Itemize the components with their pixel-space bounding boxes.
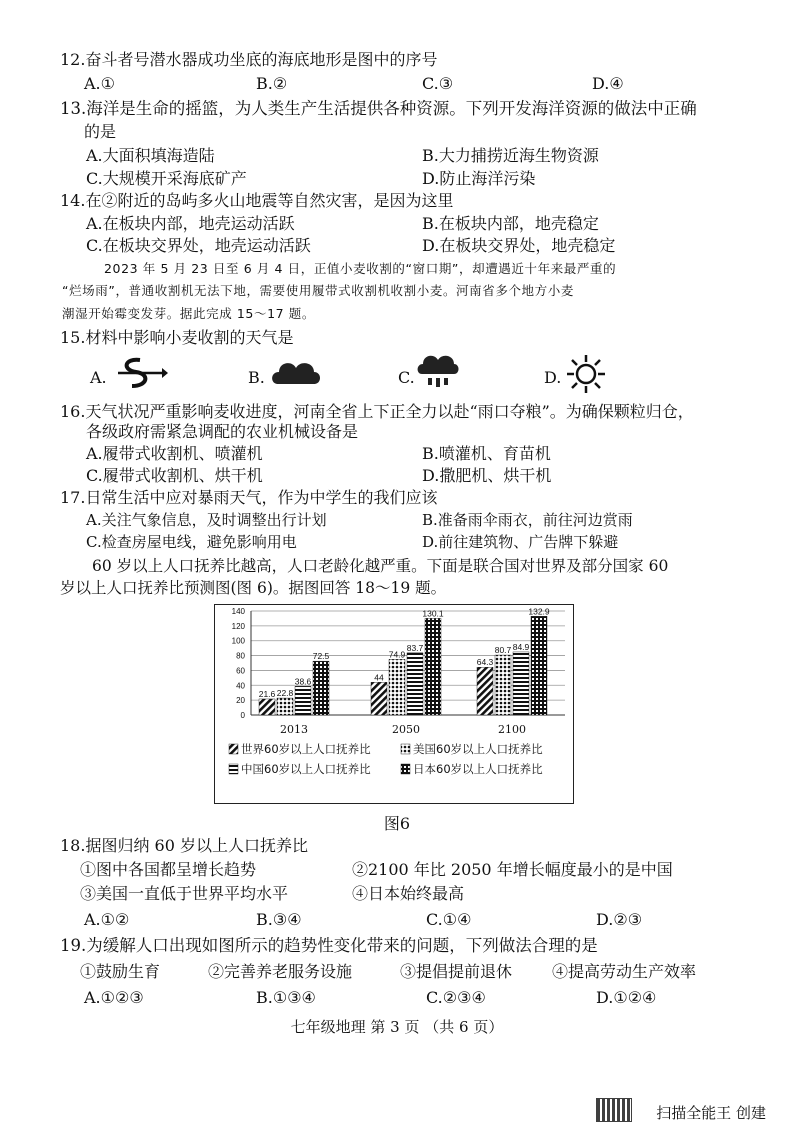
q17-option-b[interactable]: B.准备雨伞雨衣，前往河边赏雨 [422, 511, 633, 529]
x-tick-label: 2013 [280, 723, 308, 736]
q15-stem: 15.材料中影响小麦收割的天气是 [60, 328, 294, 347]
bar [477, 667, 493, 715]
q19-option-c[interactable]: C.②③④ [426, 988, 486, 1007]
x-tick-label: 2100 [498, 723, 526, 736]
material1-line3: 潮湿开始霉变发芽。据此完成 15～17 题。 [62, 306, 315, 321]
sunny-icon [566, 354, 606, 394]
q19-statement-2: ②完善养老服务设施 [208, 962, 353, 981]
legend-swatch [229, 744, 238, 754]
chart-svg [215, 605, 573, 803]
chart-bars [259, 606, 550, 715]
q12-stem: 12.奋斗者号潜水器成功坐底的海底地形是图中的序号 [60, 50, 438, 69]
q15-option-a[interactable]: A. [90, 368, 107, 387]
q16-option-d[interactable]: D.撒肥机、烘干机 [422, 466, 552, 485]
bar [389, 659, 405, 715]
data-label: 83.7 [406, 642, 424, 653]
q12-option-b[interactable]: B.② [256, 74, 288, 93]
legend-label: 世界60岁以上人口抚养比 [241, 742, 371, 756]
figure-6-chart [214, 604, 574, 804]
q15-option-d[interactable]: D. [544, 368, 562, 387]
figure-caption: 图6 [383, 814, 411, 833]
q19-stem: 19.为缓解人口出现如图所示的趋势性变化带来的问题，下列做法合理的是 [60, 936, 598, 955]
q15-option-b[interactable]: B. [248, 368, 265, 387]
y-tick-label: 140 [231, 607, 245, 616]
bar [513, 652, 529, 715]
data-label: 84.9 [512, 641, 530, 652]
q18-option-a[interactable]: A.①② [84, 910, 130, 929]
bar [531, 616, 547, 715]
q18-statement-2: ②2100 年比 2050 年增长幅度最小的是中国 [352, 860, 673, 879]
q13-stem: 13.海洋是生命的摇篮，为人类生产生活提供各种资源。下列开发海洋资源的做法中正确 [60, 99, 697, 118]
q17-option-d[interactable]: D.前往建筑物、广告牌下躲避 [422, 533, 619, 551]
bar [277, 698, 293, 715]
page-footer: 七年级地理 第 3 页 （共 6 页） [290, 1018, 504, 1036]
bar [313, 661, 329, 715]
legend-swatch [401, 744, 410, 754]
material1-line2: “烂场雨”，普通收割机无法下地，需要使用履带式收割机收割小麦。河南省多个地方小麦 [62, 283, 574, 298]
q14-option-d[interactable]: D.在板块交界处，地壳稳定 [422, 236, 616, 255]
y-tick-label: 0 [240, 711, 245, 720]
legend-swatch [401, 764, 410, 774]
bar [425, 618, 441, 715]
data-label: 44 [374, 672, 384, 683]
q13-stem-cont: 的是 [84, 122, 117, 141]
q19-statement-3: ③提倡提前退休 [400, 962, 513, 981]
y-tick-label: 40 [236, 681, 245, 691]
q12-option-c[interactable]: C.③ [422, 74, 454, 93]
q18-statement-3: ③美国一直低于世界平均水平 [80, 884, 289, 903]
q13-option-b[interactable]: B.大力捕捞近海生物资源 [422, 146, 599, 165]
y-tick-label: 100 [231, 636, 245, 646]
q16-stem: 16.天气状况严重影响麦收进度，河南全省上下正全力以赴“雨口夺粮”。为确保颗粒归仓， [60, 402, 694, 421]
q14-option-a[interactable]: A.在板块内部，地壳运动活跃 [86, 214, 295, 233]
legend-label: 日本60岁以上人口抚养比 [413, 762, 543, 776]
y-tick-label: 20 [236, 696, 245, 706]
rain-cloud-icon [416, 352, 460, 392]
q13-option-d[interactable]: D.防止海洋污染 [422, 169, 536, 188]
data-label: 130.1 [422, 608, 444, 619]
bar [495, 655, 511, 715]
x-tick-label: 2050 [392, 723, 420, 736]
q17-stem: 17.日常生活中应对暴雨天气，作为中学生的我们应该 [60, 488, 438, 507]
bar [407, 653, 423, 715]
q16-option-a[interactable]: A.履带式收割机、喷灌机 [86, 444, 263, 463]
q18-stem: 18.据图归纳 60 岁以上人口抚养比 [60, 836, 308, 855]
scanner-watermark: 扫描全能王 创建 [656, 1104, 766, 1122]
bar [259, 699, 275, 715]
overcast-cloud-icon [270, 358, 322, 386]
data-label: 64.3 [476, 657, 494, 668]
q14-option-b[interactable]: B.在板块内部，地壳稳定 [422, 214, 599, 233]
data-label: 22.8 [276, 688, 294, 699]
y-tick-label: 120 [231, 621, 245, 631]
material1-line1: 2023 年 5 月 23 日至 6 月 4 日，正值小麦收割的“窗口期”，却遭遇近十年来最严重的 [104, 261, 617, 276]
q16-stem-cont: 各级政府需紧急调配的农业机械设备是 [86, 422, 359, 441]
legend-label: 中国60岁以上人口抚养比 [241, 762, 371, 776]
q18-statement-1: ①图中各国都呈增长趋势 [80, 860, 257, 879]
data-label: 74.9 [388, 649, 406, 660]
y-tick-label: 80 [236, 651, 245, 661]
q18-statement-4: ④日本始终最高 [352, 884, 465, 903]
q19-statement-4: ④提高劳动生产效率 [552, 962, 697, 981]
q12-option-d[interactable]: D.④ [592, 74, 624, 93]
bar [371, 682, 387, 715]
bar [295, 686, 311, 715]
q16-option-c[interactable]: C.履带式收割机、烘干机 [86, 466, 263, 485]
data-label: 80.7 [494, 645, 512, 656]
q17-option-c[interactable]: C.检查房屋电线，避免影响用电 [86, 533, 297, 551]
data-label: 132.9 [528, 606, 550, 617]
qr-code-icon [596, 1098, 632, 1122]
legend-swatch [229, 764, 238, 774]
q19-option-b[interactable]: B.①③④ [256, 988, 316, 1007]
q17-option-a[interactable]: A.关注气象信息，及时调整出行计划 [86, 511, 327, 529]
q15-option-c[interactable]: C. [398, 368, 415, 387]
material2-line1: 60 岁以上人口抚养比越高，人口老龄化越严重。下面是联合国对世界及部分国家 60 [92, 557, 669, 575]
q13-option-a[interactable]: A.大面积填海造陆 [86, 146, 215, 165]
data-label: 38.6 [294, 676, 312, 687]
chart-legend [229, 742, 543, 776]
q12-option-a[interactable]: A.① [84, 74, 115, 93]
sandstorm-icon [112, 356, 168, 390]
q13-option-c[interactable]: C.大规模开采海底矿产 [86, 169, 247, 188]
q18-option-c[interactable]: C.①④ [426, 910, 472, 929]
material2-line2: 岁以上人口抚养比预测图(图 6)。据图回答 18～19 题。 [60, 579, 447, 597]
data-label: 72.5 [312, 651, 330, 662]
q19-option-d[interactable]: D.①②④ [596, 988, 657, 1007]
q19-option-a[interactable]: A.①②③ [84, 988, 144, 1007]
q18-option-b[interactable]: B.③④ [256, 910, 302, 929]
q18-option-d[interactable]: D.②③ [596, 910, 643, 929]
legend-label: 美国60岁以上人口抚养比 [413, 742, 543, 756]
q16-option-b[interactable]: B.喷灌机、育苗机 [422, 444, 551, 463]
q19-statement-1: ①鼓励生育 [80, 962, 161, 981]
q14-stem: 14.在②附近的岛屿多火山地震等自然灾害，是因为这里 [60, 191, 454, 210]
q14-option-c[interactable]: C.在板块交界处，地壳运动活跃 [86, 236, 311, 255]
data-label: 21.6 [258, 688, 276, 699]
y-tick-label: 60 [236, 666, 245, 676]
